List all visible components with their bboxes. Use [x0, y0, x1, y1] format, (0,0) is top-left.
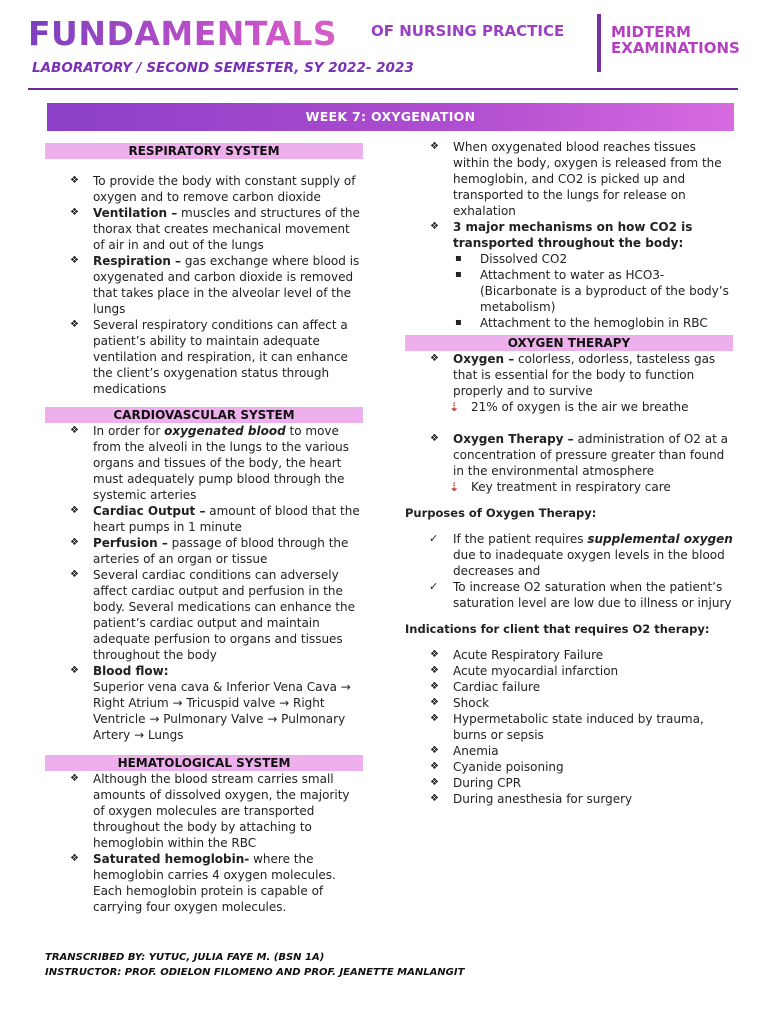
- list-item: ❖ Acute Respiratory Failure: [405, 647, 733, 663]
- list-item: [405, 219, 733, 251]
- item-key: Cardiac Output –: [93, 504, 206, 518]
- item-text: muscles and structures of the thorax that creates mechanical movement of air in and out of the lungs: [93, 206, 360, 252]
- list-item: [45, 851, 363, 915]
- co2-list: [405, 139, 733, 331]
- sub-item: [405, 479, 733, 495]
- list-item: [45, 173, 363, 205]
- purposes-list: [405, 531, 733, 611]
- document-title: FUNDAMENTALS: [28, 14, 338, 53]
- purposes-heading: Purposes of Oxygen Therapy:: [405, 506, 597, 520]
- item-text: Attachment to water as HCO3- (Bicarbonate is a byproduct of the body’s metabolism): [480, 268, 729, 314]
- item-key: Oxygen –: [453, 352, 515, 366]
- list-item: [45, 253, 363, 317]
- item-key: Perfusion –: [93, 536, 168, 550]
- section-heading-oxygen-therapy: OXYGEN THERAPY: [405, 335, 733, 351]
- list-item: [405, 351, 733, 399]
- list-item: [45, 567, 363, 663]
- exam-label-line1: MIDTERM: [611, 23, 691, 41]
- list-item: ❖ Cyanide poisoning: [405, 759, 733, 775]
- list-item: [405, 579, 733, 611]
- header-divider: [597, 14, 601, 72]
- item-key: Ventilation –: [93, 206, 178, 220]
- header-rule: [28, 88, 738, 90]
- item-key: Oxygen Therapy –: [453, 432, 574, 446]
- item-text: Attachment to the hemoglobin in RBC: [480, 316, 708, 330]
- sub-item: [405, 399, 733, 415]
- sub-item: [405, 267, 733, 315]
- item-text: In order for: [93, 424, 165, 438]
- item-key: 3 major mechanisms on how CO2 is transported throughout the body:: [453, 220, 693, 250]
- footer-transcribed: TRANSCRIBED BY: YUTUC, JULIA FAYE M. (BSN 1A): [45, 952, 325, 963]
- item-text: to move from the alveoli in the lungs to the various organs and tissues of the body, the heart must adequately pump blood through the systemic arteries: [93, 424, 350, 502]
- left-column: [45, 143, 363, 915]
- list-item: [45, 503, 363, 535]
- list-item: [45, 205, 363, 253]
- document-subtitle: OF NURSING PRACTICE: [371, 22, 565, 40]
- oxygen-list: [405, 351, 733, 495]
- list-item: [405, 431, 733, 479]
- list-item: [45, 771, 363, 851]
- item-emphasis: supplemental oxygen: [587, 532, 733, 546]
- hema-list: [45, 771, 363, 915]
- list-item: [45, 317, 363, 397]
- item-key: Respiration –: [93, 254, 182, 268]
- list-item: [45, 423, 363, 503]
- item-text: administration of O2 at a concentration of pressure greater than found in the environmental atmosphere: [453, 432, 728, 478]
- indications-heading: Indications for client that requires O2 therapy:: [405, 622, 710, 636]
- item-text: When oxygenated blood reaches tissues within the body, oxygen is released from the hemoglobin, and CO2 is picked up and transported to the lungs for release on exhalation: [453, 140, 722, 218]
- section-heading-cardiovascular: CARDIOVASCULAR SYSTEM: [45, 407, 363, 423]
- item-key: Saturated hemoglobin-: [93, 852, 250, 866]
- item-text: 21% of oxygen is the air we breathe: [471, 400, 689, 414]
- cardio-list: [45, 423, 363, 743]
- exam-label: [611, 24, 740, 56]
- list-item: ❖ Cardiac failure: [405, 679, 733, 695]
- item-text: gas exchange where blood is oxygenated and carbon dioxide is removed that takes place in the alveolar level of the lungs: [93, 254, 360, 316]
- item-text: where the hemoglobin carries 4 oxygen molecules. Each hemoglobin protein is capable of carrying four oxygen molecules.: [93, 852, 336, 914]
- section-heading-respiratory: RESPIRATORY SYSTEM: [45, 143, 363, 159]
- item-text: Several respiratory conditions can affect a patient’s ability to maintain adequate ventilation and respiration, it can enhance the client’s oxygenation status through medications: [93, 318, 348, 396]
- list-item: ❖ During anesthesia for surgery: [405, 791, 733, 807]
- item-text: passage of blood through the arteries of an organ or tissue: [93, 536, 349, 566]
- item-text: To increase O2 saturation when the patient’s saturation level are low due to illness or injury: [453, 580, 732, 610]
- list-item: [405, 531, 733, 579]
- item-emphasis: oxygenated blood: [164, 424, 286, 438]
- respiratory-list: [45, 173, 363, 397]
- item-text: Superior vena cava & Inferior Vena Cava → Right Atrium → Tricuspid valve → Right Ventricle → Pulmonary Valve → Pulmonary Artery → Lungs: [93, 680, 351, 742]
- list-item: ❖ Acute myocardial infarction: [405, 663, 733, 679]
- right-column: [405, 139, 733, 807]
- item-text: due to inadequate oxygen levels in the blood decreases and: [453, 548, 725, 578]
- item-key: Blood flow:: [93, 664, 169, 678]
- exam-label-line2: EXAMINATIONS: [611, 39, 740, 57]
- list-item: [45, 535, 363, 567]
- item-text: amount of blood that the heart pumps in 1 minute: [93, 504, 360, 534]
- item-text: To provide the body with constant supply of oxygen and to remove carbon dioxide: [93, 174, 356, 204]
- list-item: [405, 139, 733, 219]
- semester-line: LABORATORY / SECOND SEMESTER, SY 2022- 2023: [32, 60, 414, 76]
- footer-instructor: INSTRUCTOR: PROF. ODIELON FILOMENO AND PROF. JEANETTE MANLANGIT: [45, 967, 465, 978]
- item-text: colorless, odorless, tasteless gas that is essential for the body to function properly and to survive: [453, 352, 716, 398]
- list-item: ❖ Anemia: [405, 743, 733, 759]
- list-item: [45, 663, 363, 743]
- sub-item: [405, 251, 733, 267]
- list-item: ❖ Shock: [405, 695, 733, 711]
- item-text: Several cardiac conditions can adversely affect cardiac output and perfusion in the body. Several medications can enhance the patient’s cardiac output and maintain adequate perfusion to organs and tissues throughout the body: [93, 568, 355, 662]
- item-text: If the patient requires: [453, 532, 588, 546]
- item-text: Although the blood stream carries small amounts of dissolved oxygen, the majority of oxygen molecules are transported throughout the body by attaching to hemoglobin within the RBC: [93, 772, 350, 850]
- list-item: ❖ Hypermetabolic state induced by trauma, burns or sepsis: [405, 711, 733, 743]
- indications-list: [405, 647, 733, 807]
- week-banner: WEEK 7: OXYGENATION: [47, 103, 734, 131]
- section-heading-hematological: HEMATOLOGICAL SYSTEM: [45, 755, 363, 771]
- item-text: Key treatment in respiratory care: [471, 480, 671, 494]
- sub-item: [405, 315, 733, 331]
- item-text: Dissolved CO2: [480, 252, 568, 266]
- list-item: ❖ During CPR: [405, 775, 733, 791]
